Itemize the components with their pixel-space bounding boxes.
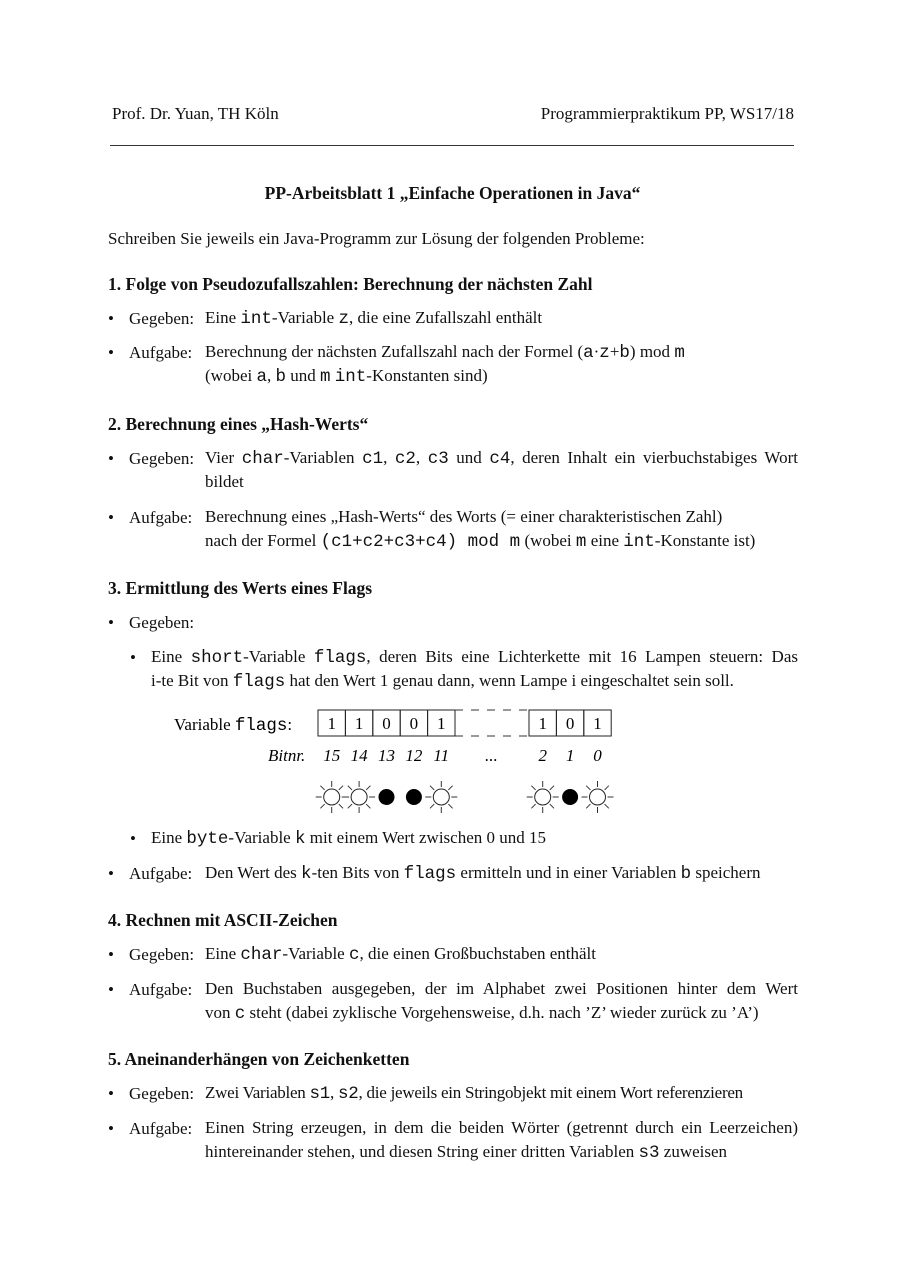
bullet: • bbox=[130, 648, 136, 667]
label-given: Gegeben: bbox=[129, 309, 195, 328]
label-given: Gegeben: bbox=[129, 1084, 195, 1103]
flags-figure bbox=[0, 700, 905, 830]
bullet: • bbox=[108, 508, 114, 527]
lamp-off-icon bbox=[379, 789, 395, 805]
header-rule bbox=[110, 145, 794, 146]
label-given: Gegeben: bbox=[129, 613, 195, 632]
lamp-on-icon bbox=[425, 781, 457, 813]
label-given: Gegeben: bbox=[129, 449, 195, 468]
label-task: Aufgabe: bbox=[129, 508, 193, 527]
bit-number: 2 bbox=[538, 746, 547, 765]
bit-value: 0 bbox=[409, 714, 419, 733]
bullet: • bbox=[108, 1119, 114, 1138]
bitnr-label: Bitnr. bbox=[268, 746, 306, 765]
bit-value: 1 bbox=[327, 714, 336, 733]
bullet: • bbox=[108, 309, 114, 328]
s2-task-text: Berechnung eines „Hash-Werts“ des Worts (= einer charakteristischen Zahl) nach der Formel (c1+c2+c3+c4) mod m (wobei m eine int-Konstante ist) bbox=[205, 507, 756, 552]
lamp-on-icon bbox=[316, 781, 348, 813]
bit-number: 12 bbox=[405, 746, 423, 765]
s4-given-text: Eine char-Variable c, die einen Großbuchstaben enthält bbox=[205, 944, 597, 965]
section-3-title: 3. Ermittlung des Werts eines Flags bbox=[108, 578, 373, 598]
bullet: • bbox=[108, 1084, 114, 1103]
lamp-on-icon bbox=[343, 781, 375, 813]
bit-number: 13 bbox=[378, 746, 395, 765]
bit-value: 0 bbox=[382, 714, 391, 733]
s5-given-text: Zwei Variablen s1, s2, die jeweils ein Stringobjekt mit einem Wort referenzieren bbox=[205, 1083, 743, 1104]
bit-number: 14 bbox=[350, 746, 368, 765]
bit-number: 11 bbox=[433, 746, 450, 765]
lamp-off-icon bbox=[562, 789, 578, 805]
bit-value: 1 bbox=[593, 714, 602, 733]
s4-task-text: Den Buchstaben ausgegeben, der im Alphabet zwei Positionen hinter dem Wert von c steht (dabei zyklische Vorgehensweise, d.h. nach ’Z’ wieder zurück zu ’A’) bbox=[205, 979, 798, 1024]
section-1-title: 1. Folge von Pseudozufallszahlen: Berechnung der nächsten Zahl bbox=[108, 274, 593, 294]
lamp-off-icon bbox=[406, 789, 422, 805]
bullet: • bbox=[108, 945, 114, 964]
section-4-title: 4. Rechnen mit ASCII-Zeichen bbox=[108, 910, 338, 930]
s3-sub1-text: Eine short-Variable flags, deren Bits eine Lichterkette mit 16 Lampen steuern: Das i-te Bit von flags hat den Wert 1 genau dann, wenn Lampe i eingeschaltet sein soll. bbox=[151, 647, 798, 692]
header-course: Programmierpraktikum PP, WS17/18 bbox=[540, 104, 794, 123]
label-task: Aufgabe: bbox=[129, 980, 193, 999]
s1-given-text: Eine int-Variable z, die eine Zufallszahl enthält bbox=[205, 308, 543, 329]
bit-number: 1 bbox=[565, 746, 575, 765]
s3-sub2-text: Eine byte-Variable k mit einem Wert zwischen 0 und 15 bbox=[151, 828, 547, 849]
section-2-title: 2. Berechnung eines „Hash-Werts“ bbox=[108, 414, 369, 434]
lamp-on-icon bbox=[582, 781, 614, 813]
s2-given-text: Vier char-Variablen c1, c2, c3 und c4, deren Inhalt ein vierbuchstabiges Wort bildet bbox=[205, 448, 798, 491]
bullet: • bbox=[108, 343, 114, 362]
bit-value: 1 bbox=[437, 714, 446, 733]
bit-number: 15 bbox=[323, 746, 341, 765]
bit-value: 1 bbox=[354, 714, 364, 733]
header-author: Prof. Dr. Yuan, TH Köln bbox=[112, 104, 279, 123]
bit-number: 0 bbox=[593, 746, 602, 765]
worksheet-title: PP-Arbeitsblatt 1 „Einfache Operationen in Java“ bbox=[264, 183, 641, 203]
label-given: Gegeben: bbox=[129, 945, 195, 964]
label-task: Aufgabe: bbox=[129, 343, 193, 362]
lamp-on-icon bbox=[527, 781, 559, 813]
label-task: Aufgabe: bbox=[129, 864, 193, 883]
intro-text: Schreiben Sie jeweils ein Java-Programm zur Lösung der folgenden Probleme: bbox=[108, 229, 645, 248]
bit-value: 0 bbox=[565, 714, 575, 733]
figure-var-label: Variable flags: bbox=[174, 715, 293, 736]
label-task: Aufgabe: bbox=[129, 1119, 193, 1138]
bullet: • bbox=[108, 864, 114, 883]
bit-value: 1 bbox=[538, 714, 547, 733]
section-5-title: 5. Aneinanderhängen von Zeichenketten bbox=[108, 1049, 410, 1069]
s5-task-text: Einen String erzeugen, in dem die beiden Wörter (getrennt durch ein Leerzeichen) hintereinander stehen, und diesen String einer dritten Variablen s3 zuweisen bbox=[205, 1118, 798, 1163]
bitnr-ellipsis: ... bbox=[484, 746, 498, 765]
bullet: • bbox=[130, 829, 136, 848]
s1-task-text: Berechnung der nächsten Zufallszahl nach der Formel (a·z+b) mod m (wobei a, b und m int-Konstanten sind) bbox=[205, 342, 685, 387]
s3-task-text: Den Wert des k-ten Bits von flags ermitteln und in einer Variablen b speichern bbox=[205, 863, 761, 884]
bullet: • bbox=[108, 980, 114, 999]
bullet: • bbox=[108, 449, 114, 468]
bullet: • bbox=[108, 613, 114, 632]
